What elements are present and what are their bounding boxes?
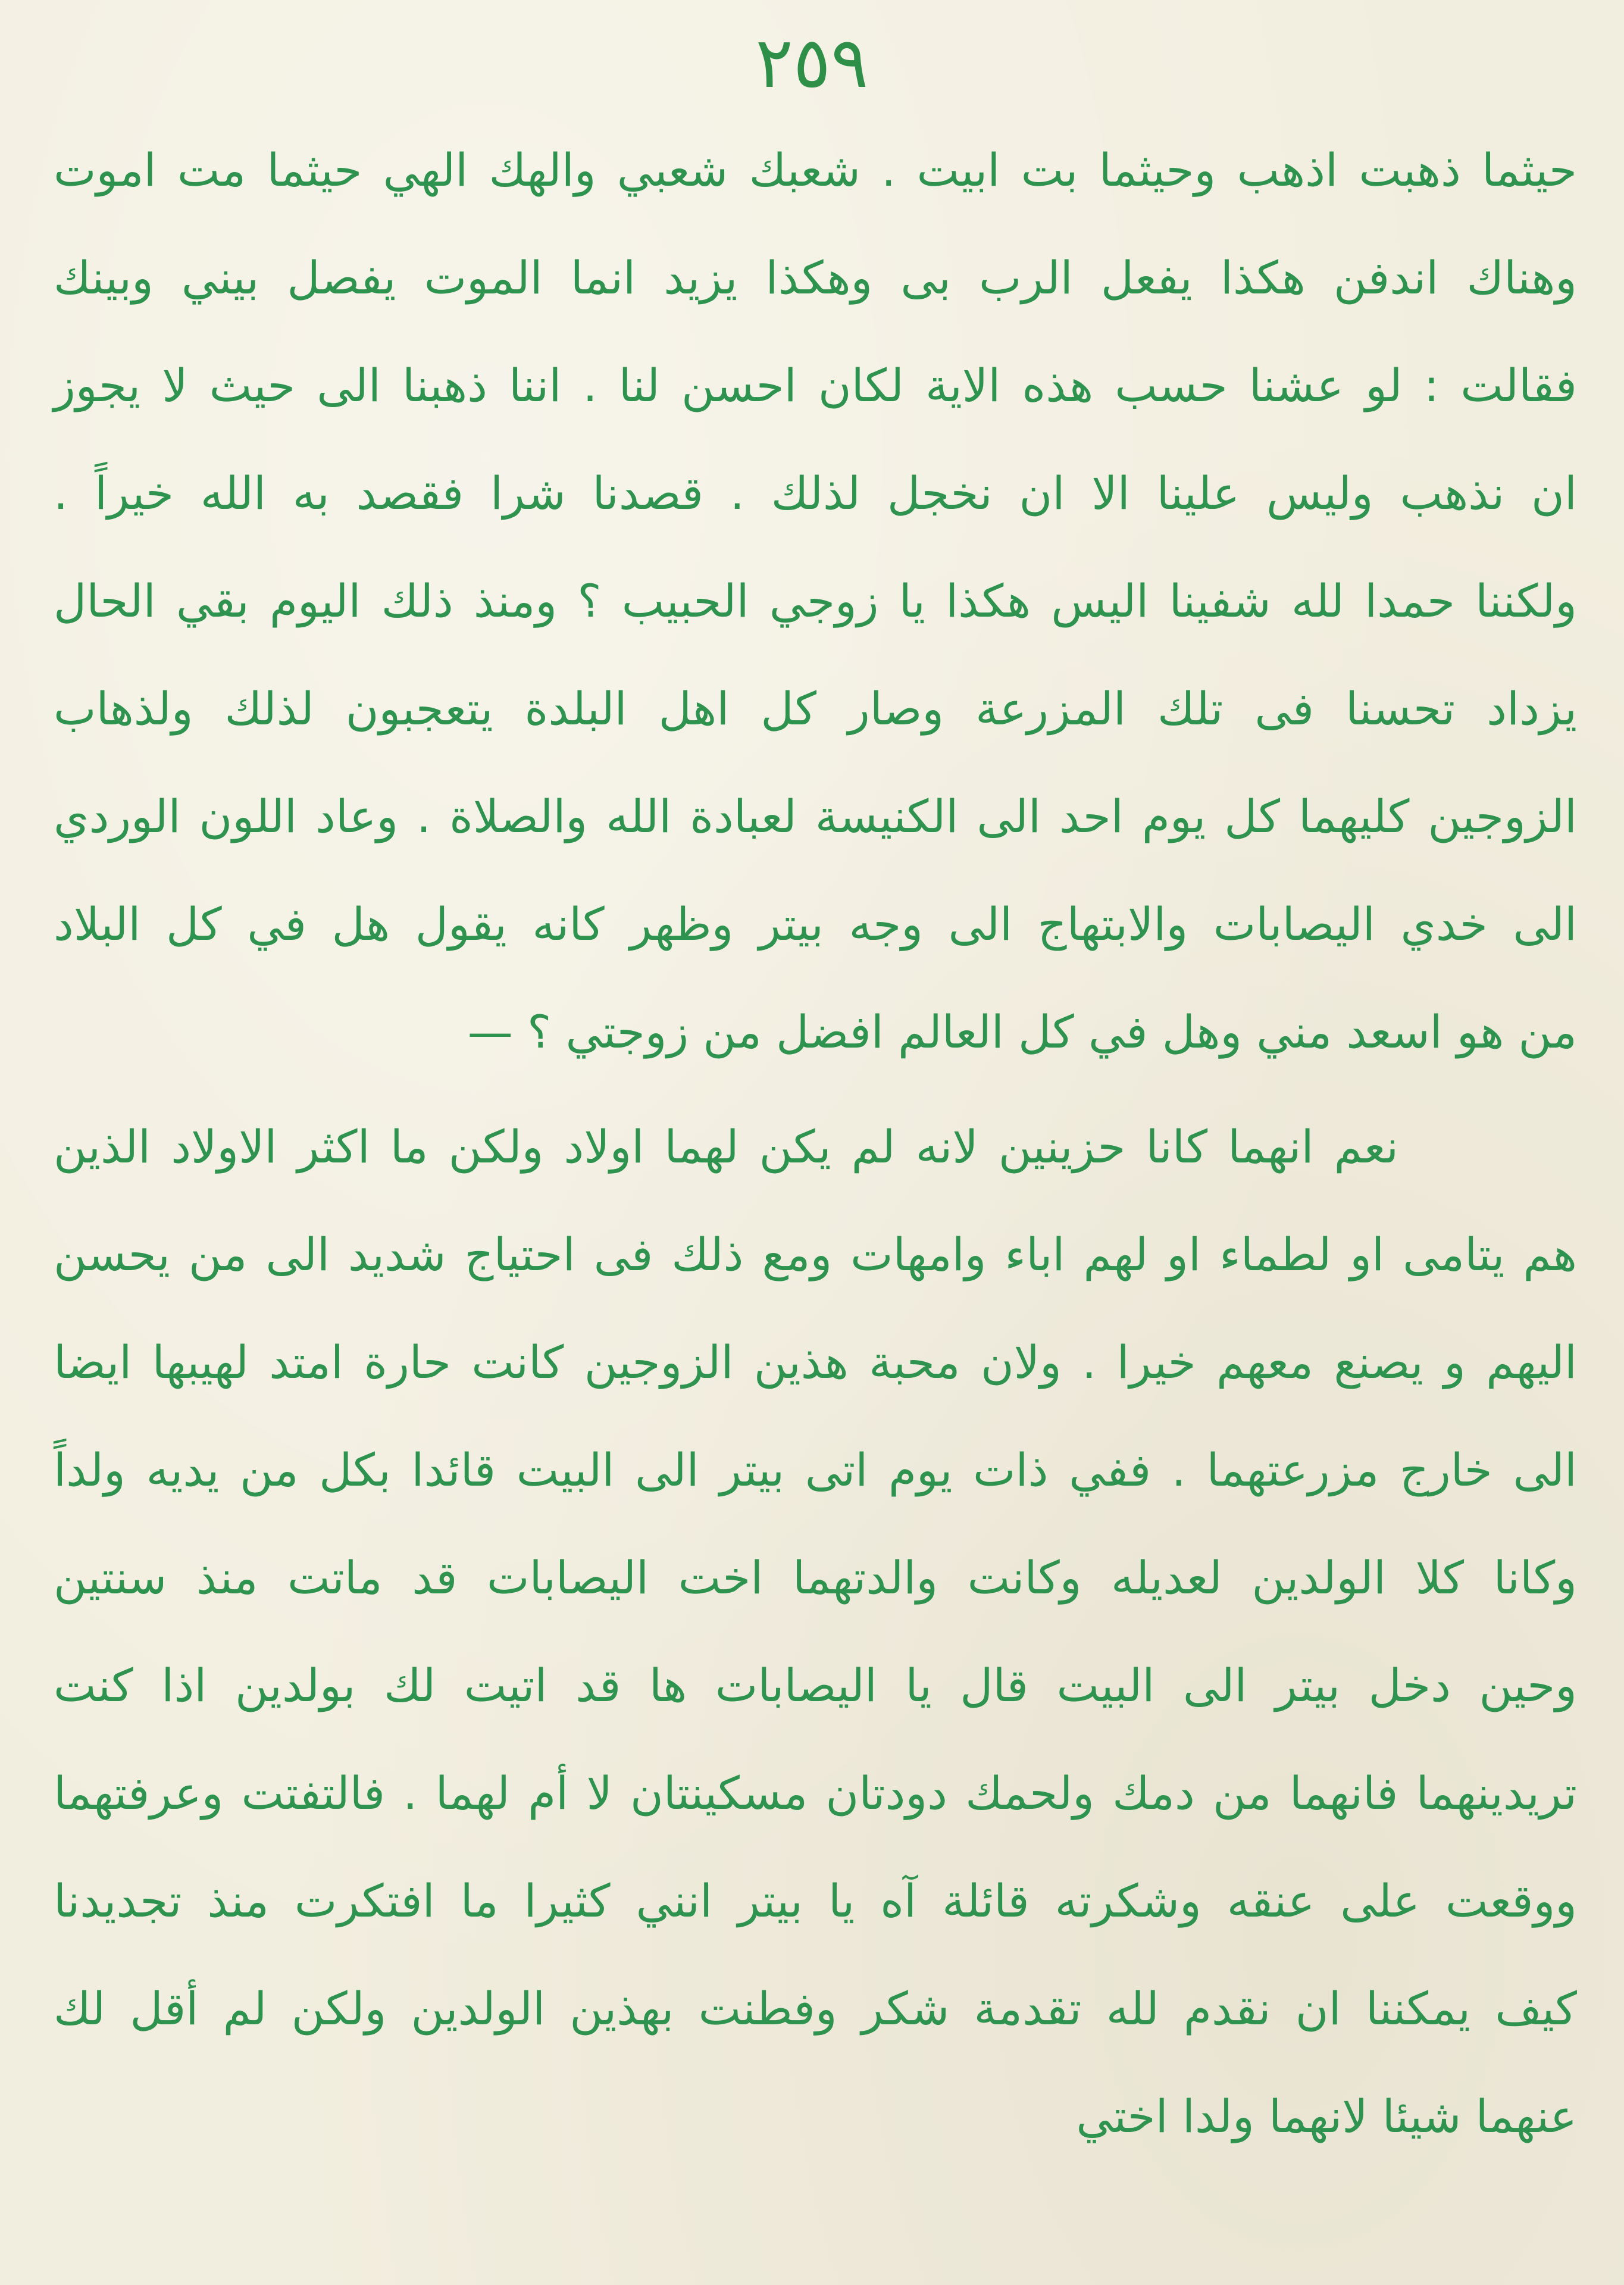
text-line: فقالت : لو عشنا حسب هذه الاية لكان احسن لنا . اننا ذهبنا الى حيث لا يجوز <box>54 359 1577 412</box>
text-line: عنهما شيئا لانهما ولدا اختي <box>1076 2090 1577 2143</box>
text-line: من هو اسعد مني وهل في كل العالم افضل من زوجتي ؟ — <box>467 1005 1577 1058</box>
text-line: ان نذهب وليس علينا الا ان نخجل لذلك . قصدنا شرا فقصد به الله خيراً . <box>54 467 1577 520</box>
text-line: وحين دخل بيتر الى البيت قال يا اليصابات ها قد اتيت لك بولدين اذا كنت <box>54 1659 1577 1712</box>
text-line: الى خارج مزرعتهما . ففي ذات يوم اتى بيتر الى البيت قائدا بكل من يديه ولداً <box>54 1443 1577 1496</box>
text-line: اليهم و يصنع معهم خيرا . ولان محبة هذين الزوجين كانت حارة امتد لهيبها ايضا <box>54 1336 1577 1389</box>
text-line: يزداد تحسنا فى تلك المزرعة وصار كل اهل البلدة يتعجبون لذلك ولذهاب <box>54 682 1577 735</box>
text-line: وكانا كلا الولدين لعديله وكانت والدتهما اخت اليصابات قد ماتت منذ سنتين <box>54 1551 1577 1604</box>
text-line: هم يتامى او لطماء او لهم اباء وامهات ومع ذلك فى احتياج شديد الى من يحسن <box>54 1228 1577 1281</box>
text-line: وهناك اندفن هكذا يفعل الرب بى وهكذا يزيد انما الموت يفصل بيني وبينك <box>54 251 1577 304</box>
text-line: ووقعت على عنقه وشكرته قائلة آه يا بيتر انني كثيرا ما افتكرت منذ تجديدنا <box>54 1874 1577 1927</box>
text-line: الى خدي اليصابات والابتهاج الى وجه بيتر وظهر كانه يقول هل في كل البلاد <box>54 898 1577 951</box>
text-line: حيثما ذهبت اذهب وحيثما بت ابيت . شعبك شعبي والهك الهي حيثما مت اموت <box>54 143 1577 196</box>
text-line: نعم انهما كانا حزينين لانه لم يكن لهما اولاد ولكن ما اكثر الاولاد الذين <box>54 1120 1398 1173</box>
text-line: كيف يمكننا ان نقدم لله تقدمة شكر وفطنت بهذين الولدين ولكن لم أقل لك <box>54 1982 1577 2035</box>
text-line: الزوجين كليهما كل يوم احد الى الكنيسة لعبادة الله والصلاة . وعاد اللون الوردي <box>54 790 1577 843</box>
body-text <box>54 116 1577 2170</box>
text-line: ولكننا حمدا لله شفينا اليس هكذا يا زوجي الحبيب ؟ ومنذ ذلك اليوم بقي الحال <box>54 574 1577 627</box>
text-line: تريدينهما فانهما من دمك ولحمك دودتان مسكينتان لا أم لهما . فالتفتت وعرفتهما <box>54 1767 1577 1820</box>
page-number: ٢٥٩ <box>755 21 869 104</box>
